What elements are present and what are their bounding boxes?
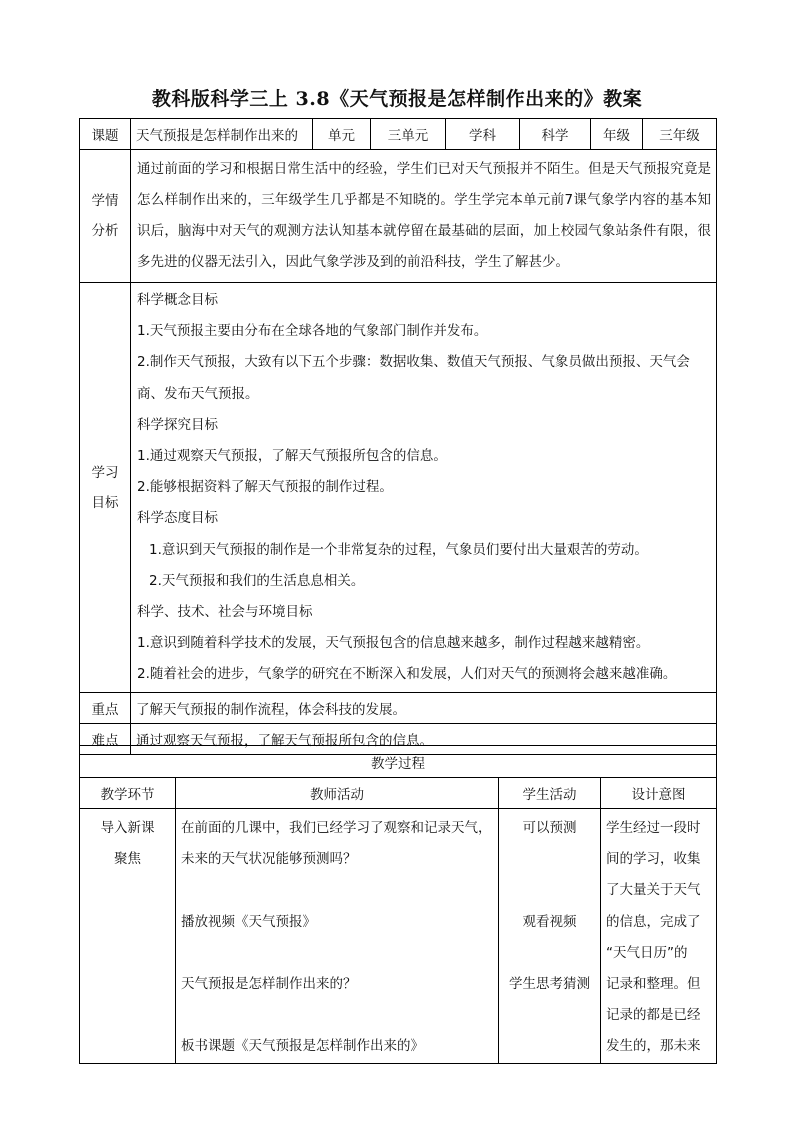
goal-heading-stse: 科学、技术、社会与环境目标 xyxy=(137,603,313,620)
intent-line: 了大量关于天气 xyxy=(606,882,701,899)
teacher-line xyxy=(181,938,493,969)
goal-heading-attitude: 科学态度目标 xyxy=(137,510,218,527)
goal-item: 1.意识到天气预报的制作是一个非常复杂的过程，气象员们要付出大量艰苦的劳动。 xyxy=(149,541,648,558)
goal-heading-concept: 科学概念目标 xyxy=(137,292,218,308)
teacher-line: 天气预报是怎样制作出来的？ xyxy=(181,976,357,993)
subject-value: 科学 xyxy=(520,119,591,150)
process-header: 教学过程 xyxy=(80,746,717,778)
key-text: 了解天气预报的制作流程，体会科技的发展。 xyxy=(131,693,717,724)
info-row-topic xyxy=(80,119,717,150)
goals-label-line2: 目标 xyxy=(91,494,119,511)
teacher-line xyxy=(181,875,493,906)
intent-line: 的信息，完成了 xyxy=(606,913,701,930)
topic-value: 天气预报是怎样制作出来的 xyxy=(131,119,313,150)
intent-line: 记录的都是已经 xyxy=(606,1007,701,1024)
student-line: 观看视频 xyxy=(522,913,577,930)
process-row-intro xyxy=(80,809,717,1064)
stage-cell xyxy=(80,809,176,1064)
key-label: 重点 xyxy=(80,693,131,724)
stage-line1: 导入新课 xyxy=(100,820,155,836)
teacher-activity xyxy=(176,809,499,1064)
student-line xyxy=(504,1000,595,1031)
info-row-goals xyxy=(80,283,717,693)
intent-line: 记录和整理。但 xyxy=(606,976,701,993)
intent-line: 学生经过一段时 xyxy=(606,820,701,836)
info-table xyxy=(79,118,717,755)
student-line: 可以预测 xyxy=(522,820,577,836)
analysis-label xyxy=(80,150,131,283)
process-columns-row xyxy=(80,778,717,809)
analysis-label-line2: 分析 xyxy=(91,223,119,239)
student-line xyxy=(504,938,595,969)
col-teacher: 教师活动 xyxy=(176,778,499,809)
intent-line: 发生的，那未来 xyxy=(606,1038,701,1055)
goal-item: 2.随着社会的进步，气象学的研究在不断深入和发展，人们对天气的预测将会越来越准确。 xyxy=(137,666,677,683)
grade-label: 年级 xyxy=(591,119,643,150)
goal-item: 2.天气预报和我们的生活息息相关。 xyxy=(149,572,365,589)
teacher-line: 播放视频《天气预报》 xyxy=(181,913,316,930)
process-header-row xyxy=(80,746,717,778)
unit-label: 单元 xyxy=(313,119,371,150)
info-row-analysis xyxy=(80,150,717,283)
goal-heading-inquiry: 科学探究目标 xyxy=(137,416,218,433)
student-activity xyxy=(499,809,601,1064)
student-line xyxy=(504,1031,595,1062)
goal-item: 1.天气预报主要由分布在全球各地的气象部门制作并发布。 xyxy=(137,323,488,340)
intent-line: 间的学习，收集 xyxy=(606,851,701,868)
teacher-line: 在前面的几课中，我们已经学习了观察和记录天气， xyxy=(181,820,492,836)
goal-item: 2.制作天气预报，大致有以下五个步骤：数据收集、数值天气预报、气象员做出预报、天气会商、发布天气预报。 xyxy=(137,354,690,402)
goals-label-line1: 学习 xyxy=(91,464,119,481)
analysis-label-line1: 学情 xyxy=(91,193,119,209)
student-line: 学生思考猜测 xyxy=(509,976,590,993)
difficult-text: 通过观察天气预报，了解天气预报所包含的信息。 xyxy=(131,724,717,755)
info-row-key xyxy=(80,693,717,724)
goals-label xyxy=(80,283,131,693)
grade-value: 三年级 xyxy=(643,119,717,150)
stage-line2: 聚焦 xyxy=(114,851,141,868)
col-intent: 设计意图 xyxy=(601,778,717,809)
student-line xyxy=(504,875,595,906)
document-title: 教科版科学三上 3.8《天气预报是怎样制作出来的》教案 xyxy=(151,88,643,110)
goals-content xyxy=(131,283,717,693)
student-line xyxy=(504,844,595,875)
unit-value: 三单元 xyxy=(371,119,446,150)
teacher-line xyxy=(181,1000,493,1031)
process-table xyxy=(79,745,717,1064)
design-intent xyxy=(601,809,717,1064)
teacher-line: 未来的天气状况能够预测吗？ xyxy=(181,851,357,868)
goal-item: 1.意识到随着科学技术的发展，天气预报包含的信息越来越多，制作过程越来越精密。 xyxy=(137,635,650,652)
goal-item: 1.通过观察天气预报，了解天气预报所包含的信息。 xyxy=(137,447,447,464)
difficult-label: 难点 xyxy=(80,724,131,755)
topic-label: 课题 xyxy=(80,119,131,150)
subject-label: 学科 xyxy=(446,119,520,150)
teacher-line: 板书课题《天气预报是怎样制作出来的》 xyxy=(181,1038,424,1055)
goal-item: 2.能够根据资料了解天气预报的制作过程。 xyxy=(137,479,393,496)
analysis-text: 通过前面的学习和根据日常生活中的经验，学生们已对天气预报并不陌生。但是天气预报究竟是怎么样制作出来的，三年级学生几乎都是不知晓的。学生学完本单元前7课气象学内容的基本知识后，脑海中对天气的观测方法认知基本就停留在最基础的层面，加上校园气象站条件有限，很多先进的仪器无法引入，因此气象学涉及到的前沿科技，学生了解甚少。 xyxy=(131,150,717,283)
col-stage: 教学环节 xyxy=(80,778,176,809)
intent-line: “天气日历”的 xyxy=(606,944,688,961)
col-student: 学生活动 xyxy=(499,778,601,809)
